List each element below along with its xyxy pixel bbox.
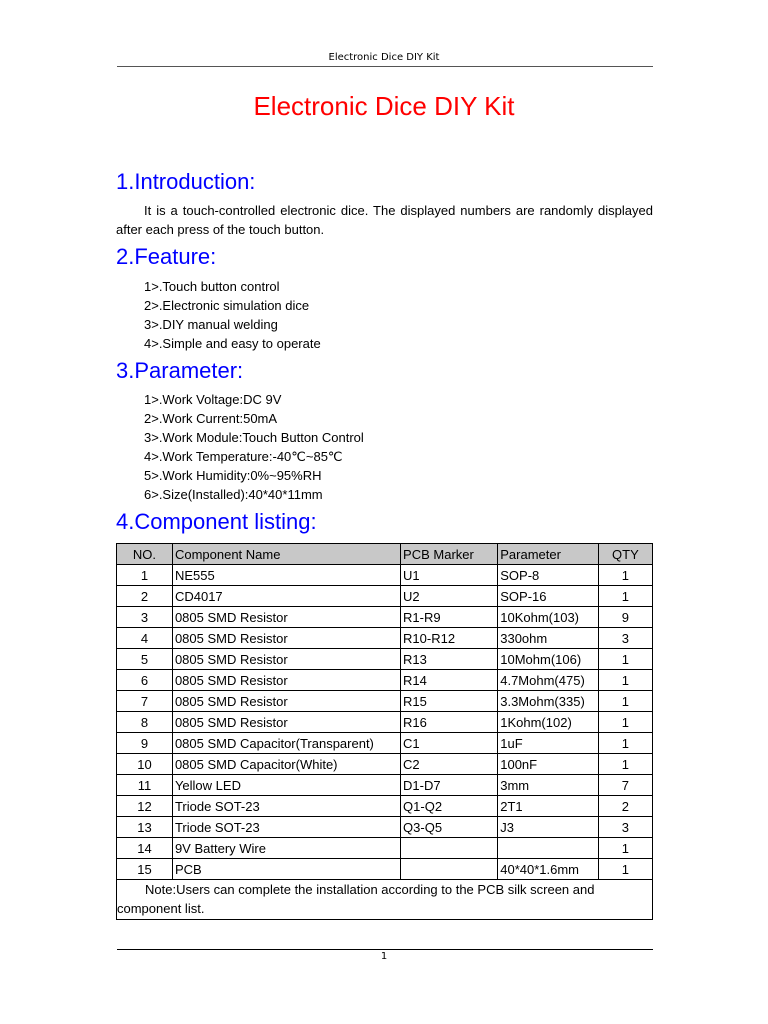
cell-component-name: Yellow LED [172, 775, 400, 796]
cell-pcb-marker: R1-R9 [401, 607, 498, 628]
cell-qty: 3 [598, 817, 652, 838]
cell-qty: 1 [598, 691, 652, 712]
cell-pcb-marker: Q1-Q2 [401, 796, 498, 817]
cell-component-name: 0805 SMD Capacitor(White) [172, 754, 400, 775]
cell-qty: 1 [598, 754, 652, 775]
cell-number: 14 [117, 838, 173, 859]
table-header-row [117, 544, 653, 565]
list-item: 5>.Work Humidity:0%~95%RH [144, 468, 322, 483]
cell-qty: 1 [598, 733, 652, 754]
cell-number: 15 [117, 859, 173, 880]
cell-number: 3 [117, 607, 173, 628]
page-number: 1 [380, 951, 388, 962]
table-row [117, 586, 653, 607]
cell-component-name: 0805 SMD Resistor [172, 712, 400, 733]
cell-parameter: SOP-16 [498, 586, 599, 607]
cell-parameter: 1uF [498, 733, 599, 754]
cell-pcb-marker: Q3-Q5 [401, 817, 498, 838]
cell-number: 1 [117, 565, 173, 586]
column-header: Component Name [172, 544, 400, 565]
list-item: 1>.Touch button control [144, 279, 280, 294]
table-row [117, 859, 653, 880]
cell-qty: 1 [598, 838, 652, 859]
cell-number: 12 [117, 796, 173, 817]
cell-parameter: 2T1 [498, 796, 599, 817]
table-row [117, 754, 653, 775]
cell-pcb-marker: U2 [401, 586, 498, 607]
cell-pcb-marker [401, 838, 498, 859]
cell-qty: 3 [598, 628, 652, 649]
cell-component-name: Triode SOT-23 [172, 817, 400, 838]
cell-parameter: 4.7Mohm(475) [498, 670, 599, 691]
cell-component-name: 9V Battery Wire [172, 838, 400, 859]
list-item: 4>.Simple and easy to operate [144, 336, 321, 351]
cell-number: 5 [117, 649, 173, 670]
list-item: 4>.Work Temperature:-40℃~85℃ [144, 449, 343, 464]
table-row [117, 607, 653, 628]
cell-pcb-marker: R10-R12 [401, 628, 498, 649]
component-listing-heading: 4.Component listing: [116, 509, 317, 534]
introduction-heading: 1.Introduction: [116, 169, 256, 194]
list-item: 3>.DIY manual welding [144, 317, 278, 332]
table-row [117, 691, 653, 712]
cell-component-name: 0805 SMD Resistor [172, 628, 400, 649]
list-item: 6>.Size(Installed):40*40*11mm [144, 487, 323, 502]
cell-number: 2 [117, 586, 173, 607]
cell-number: 4 [117, 628, 173, 649]
cell-component-name: PCB [172, 859, 400, 880]
cell-component-name: 0805 SMD Resistor [172, 670, 400, 691]
cell-parameter: 330ohm [498, 628, 599, 649]
table-row [117, 838, 653, 859]
table-note-row [117, 880, 653, 920]
list-item: 2>.Electronic simulation dice [144, 298, 310, 313]
column-header: QTY [598, 544, 652, 565]
cell-parameter: 3.3Mohm(335) [498, 691, 599, 712]
cell-pcb-marker [401, 859, 498, 880]
cell-qty: 7 [598, 775, 652, 796]
table-row [117, 775, 653, 796]
table-row [117, 565, 653, 586]
cell-number: 11 [117, 775, 173, 796]
cell-parameter: J3 [498, 817, 599, 838]
parameter-heading: 3.Parameter: [116, 358, 244, 383]
cell-qty: 9 [598, 607, 652, 628]
parameter-list [144, 390, 364, 504]
cell-pcb-marker: U1 [401, 565, 498, 586]
cell-number: 8 [117, 712, 173, 733]
table-row [117, 628, 653, 649]
cell-component-name: Triode SOT-23 [172, 796, 400, 817]
table-row [117, 817, 653, 838]
table-row [117, 712, 653, 733]
running-header: Electronic Dice DIY Kit [328, 52, 440, 63]
list-item: 2>.Work Current:50mA [144, 411, 278, 426]
cell-qty: 1 [598, 565, 652, 586]
list-item: 3>.Work Module:Touch Button Control [144, 430, 364, 445]
cell-component-name: CD4017 [172, 586, 400, 607]
cell-number: 6 [117, 670, 173, 691]
document-title: Electronic Dice DIY Kit [253, 91, 515, 121]
cell-component-name: NE555 [172, 565, 400, 586]
table-row [117, 649, 653, 670]
cell-qty: 1 [598, 712, 652, 733]
cell-pcb-marker: C1 [401, 733, 498, 754]
header-rule [117, 66, 653, 67]
feature-heading: 2.Feature: [116, 244, 217, 269]
list-item: 1>.Work Voltage:DC 9V [144, 392, 282, 407]
cell-number: 9 [117, 733, 173, 754]
cell-number: 13 [117, 817, 173, 838]
cell-parameter: 10Kohm(103) [498, 607, 599, 628]
cell-pcb-marker: D1-D7 [401, 775, 498, 796]
cell-pcb-marker: R14 [401, 670, 498, 691]
cell-parameter: 40*40*1.6mm [498, 859, 599, 880]
table-note: Note:Users can complete the installation according to the PCB silk screen and component list. [117, 880, 653, 920]
cell-qty: 1 [598, 649, 652, 670]
column-header: Parameter [498, 544, 599, 565]
cell-pcb-marker: R16 [401, 712, 498, 733]
cell-parameter [498, 838, 599, 859]
cell-parameter: SOP-8 [498, 565, 599, 586]
cell-pcb-marker: C2 [401, 754, 498, 775]
component-table [116, 543, 653, 920]
introduction-text: It is a touch-controlled electronic dice. The displayed numbers are randomly displayed after each press of the touch button. [116, 203, 653, 237]
cell-qty: 2 [598, 796, 652, 817]
feature-list [144, 277, 321, 353]
cell-parameter: 10Mohm(106) [498, 649, 599, 670]
cell-number: 10 [117, 754, 173, 775]
table-row [117, 733, 653, 754]
cell-qty: 1 [598, 586, 652, 607]
cell-parameter: 100nF [498, 754, 599, 775]
cell-qty: 1 [598, 670, 652, 691]
cell-component-name: 0805 SMD Resistor [172, 607, 400, 628]
cell-number: 7 [117, 691, 173, 712]
cell-parameter: 1Kohm(102) [498, 712, 599, 733]
cell-qty: 1 [598, 859, 652, 880]
table-row [117, 796, 653, 817]
column-header: NO. [117, 544, 173, 565]
column-header: PCB Marker [401, 544, 498, 565]
table-row [117, 670, 653, 691]
cell-pcb-marker: R15 [401, 691, 498, 712]
cell-component-name: 0805 SMD Capacitor(Transparent) [172, 733, 400, 754]
footer-rule [117, 949, 653, 950]
cell-parameter: 3mm [498, 775, 599, 796]
cell-pcb-marker: R13 [401, 649, 498, 670]
cell-component-name: 0805 SMD Resistor [172, 649, 400, 670]
cell-component-name: 0805 SMD Resistor [172, 691, 400, 712]
